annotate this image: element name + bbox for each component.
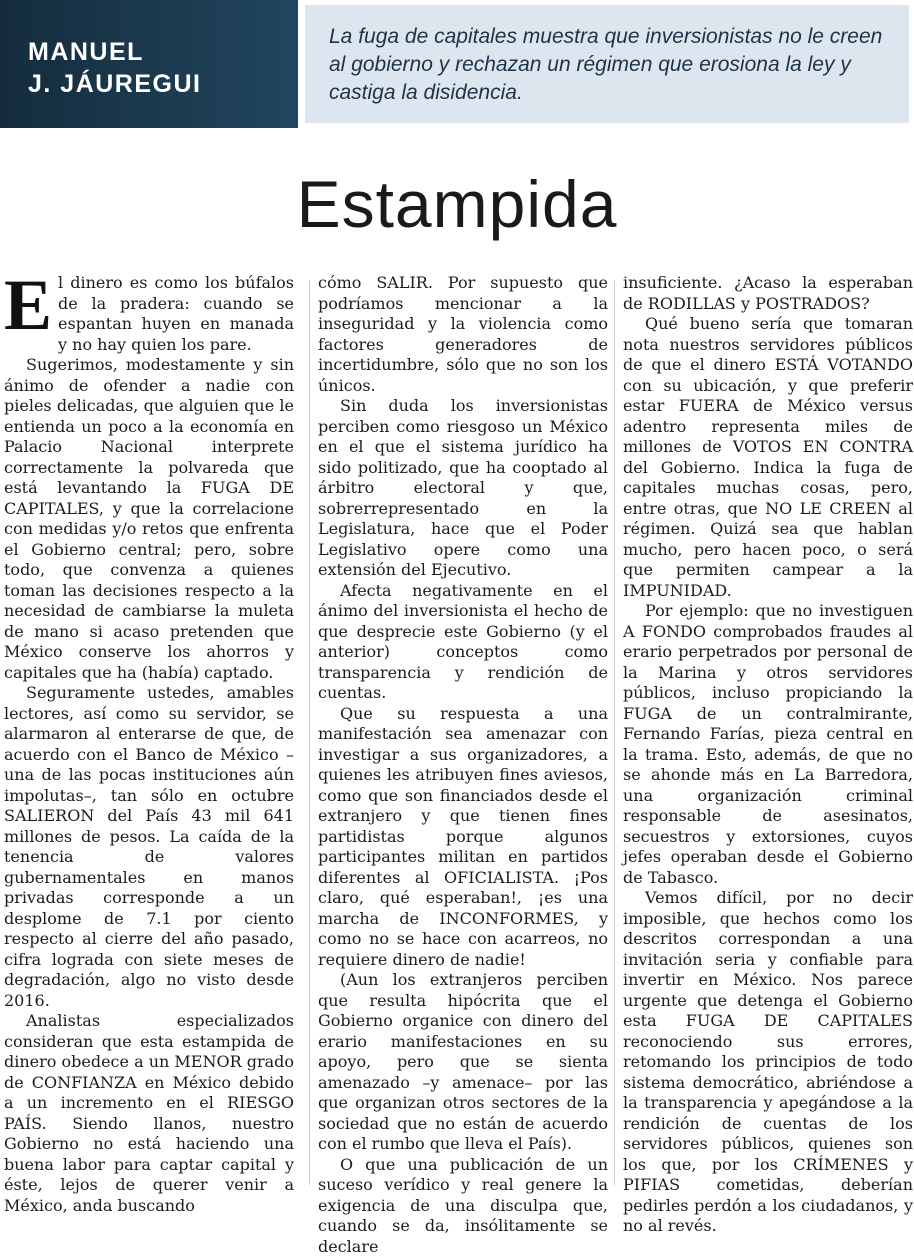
paragraph: cómo SALIR. Por supuesto que podríamos mencionar a la inseguridad y la violencia como factores generadores de incertidumbre, sólo que no son los únicos.	[318, 273, 608, 396]
article-title: Estampida	[0, 166, 914, 242]
paragraph: Analistas especializados consideran que esta estampida de dinero obedece a un MENOR grado de CONFIANZA en México debido a un incremento en el RIESGO PAÍS. Siendo llanos, nuestro Gobierno no está haciendo una buena labor para captar capital y éste, lejos de querer venir a México, anda buscando	[4, 1011, 294, 1216]
paragraph: Seguramente ustedes, amables lectores, así como su servidor, se alarmaron al enterarse de que, de acuerdo con el Banco de México –una de las pocas instituciones aún impolutas–, tan sólo en octubre SALIERON del País 43 mil 641 millones de pesos. La caída de la tenencia de valores gubernamentales en manos privadas corresponde a un desplome de 7.1 por ciento respecto al cierre del año pasado, cifra lograda con siete meses de degradación, algo no visto desde 2016.	[4, 683, 294, 1011]
column-header	[0, 0, 914, 128]
drop-cap: E	[4, 275, 52, 335]
author-box	[0, 0, 298, 128]
paragraph	[4, 273, 294, 355]
article-column-3	[623, 273, 913, 1198]
author-name	[28, 36, 201, 100]
paragraph: Vemos difícil, por no decir imposible, que hechos como los descritos correspondan a una invitación seria y confiable para invertir en México. Nos parece urgente que detenga el Gobierno esta FUGA DE CAPITALES reconociendo sus errores, retomando los principios de todo sistema democrático, abriéndose a la transparencia y apegándose a la rendición de cuentas de los servidores públicos, quienes son los que, por los CRÍMENES y PIFIAS cometidas, deberían pedirles perdón a los ciudadanos, y no al revés.	[623, 888, 913, 1237]
column-divider	[614, 280, 615, 1185]
paragraph-text: l dinero es como los búfalos de la pradera: cuando se espantan huyen en manada y no hay quien los pare.	[58, 273, 294, 354]
paragraph: Sugerimos, modestamente y sin ánimo de ofender a nadie con pieles delicadas, que alguien que le entienda un poco a la economía en Palacio Nacional interprete correctamente la polvareda que está levantando la FUGA DE CAPITALES, y que la correlacione con medidas y/o retos que enfrenta el Gobierno central; pero, sobre todo, que convenza a quienes toman las decisiones respecto a la necesidad de cambiarse la muleta de mano si acaso pretenden que México conserve los ahorros y capitales que ha (había) captado.	[4, 355, 294, 683]
paragraph: Afecta negativamente en el ánimo del inversionista el hecho de que desprecie este Gobierno (y el anterior) conceptos como transparencia y rendición de cuentas.	[318, 581, 608, 704]
paragraph: Que su respuesta a una manifestación sea amenazar con investigar a sus organizadores, a quienes les atribuyen fines aviesos, como que son financiados desde el extranjero y que tienen fines partidistas porque algunos participantes militan en partidos diferentes al OFICIALISTA. ¡Pos claro, qué esperaban!, ¡es una marcha de INCONFORMES, y como no se hace con acarreos, no requiere dinero de nadie!	[318, 704, 608, 971]
author-second-line: J. JÁUREGUI	[28, 68, 201, 100]
column-divider	[309, 280, 310, 1185]
paragraph: Qué bueno sería que tomaran nota nuestros servidores públicos de que el dinero ESTÁ VOTANDO con su ubicación, y que preferir estar FUERA de México versus adentro representa miles de millones de VOTOS EN CONTRA del Gobierno. Indica la fuga de capitales muchas cosas, pero, entre otras, que NO LE CREEN al régimen. Quizá sea que hablan mucho, pero hacen poco, o será que permiten campear a la IMPUNIDAD.	[623, 314, 913, 601]
article-column-1	[4, 273, 294, 1198]
article-column-2	[318, 273, 608, 1198]
paragraph: (Aun los extranjeros perciben que resulta hipócrita que el Gobierno organice con dinero del erario manifestaciones en su apoyo, pero que se sienta amenazado –y amenace– por las que organizan otros sectores de la sociedad que no están de acuerdo con el rumbo que lleva el País).	[318, 970, 608, 1155]
author-first-line: MANUEL	[28, 36, 201, 68]
paragraph: Por ejemplo: que no investiguen A FONDO comprobados fraudes al erario perpetrados por personal de la Marina y otros servidores públicos, incluso propiciando la FUGA de un contralmirante, Fernando Farías, pieza central en la trama. Esto, además, de que no se ahonde más en La Barredora, una organización criminal responsable de asesinatos, secuestros y extorsiones, cuyos jefes operaban desde el Gobierno de Tabasco.	[623, 601, 913, 888]
tagline-box	[305, 5, 909, 123]
paragraph: insuficiente. ¿Acaso la esperaban de RODILLAS y POSTRADOS?	[623, 273, 913, 314]
tagline: La fuga de capitales muestra que inversionistas no le creen al gobierno y rechazan un régimen que erosiona la ley y castiga la disidencia.	[329, 23, 889, 107]
paragraph: O que una publicación de un suceso verídico y real genere la exigencia de una disculpa que, cuando se da, insólitamente se declare	[318, 1155, 608, 1257]
paragraph: Sin duda los inversionistas perciben como riesgoso un México en el que el sistema jurídico ha sido politizado, que ha cooptado al árbitro electoral y que, sobrerrepresentado en la Legislatura, hace que el Poder Legislativo opere como una extensión del Ejecutivo.	[318, 396, 608, 581]
